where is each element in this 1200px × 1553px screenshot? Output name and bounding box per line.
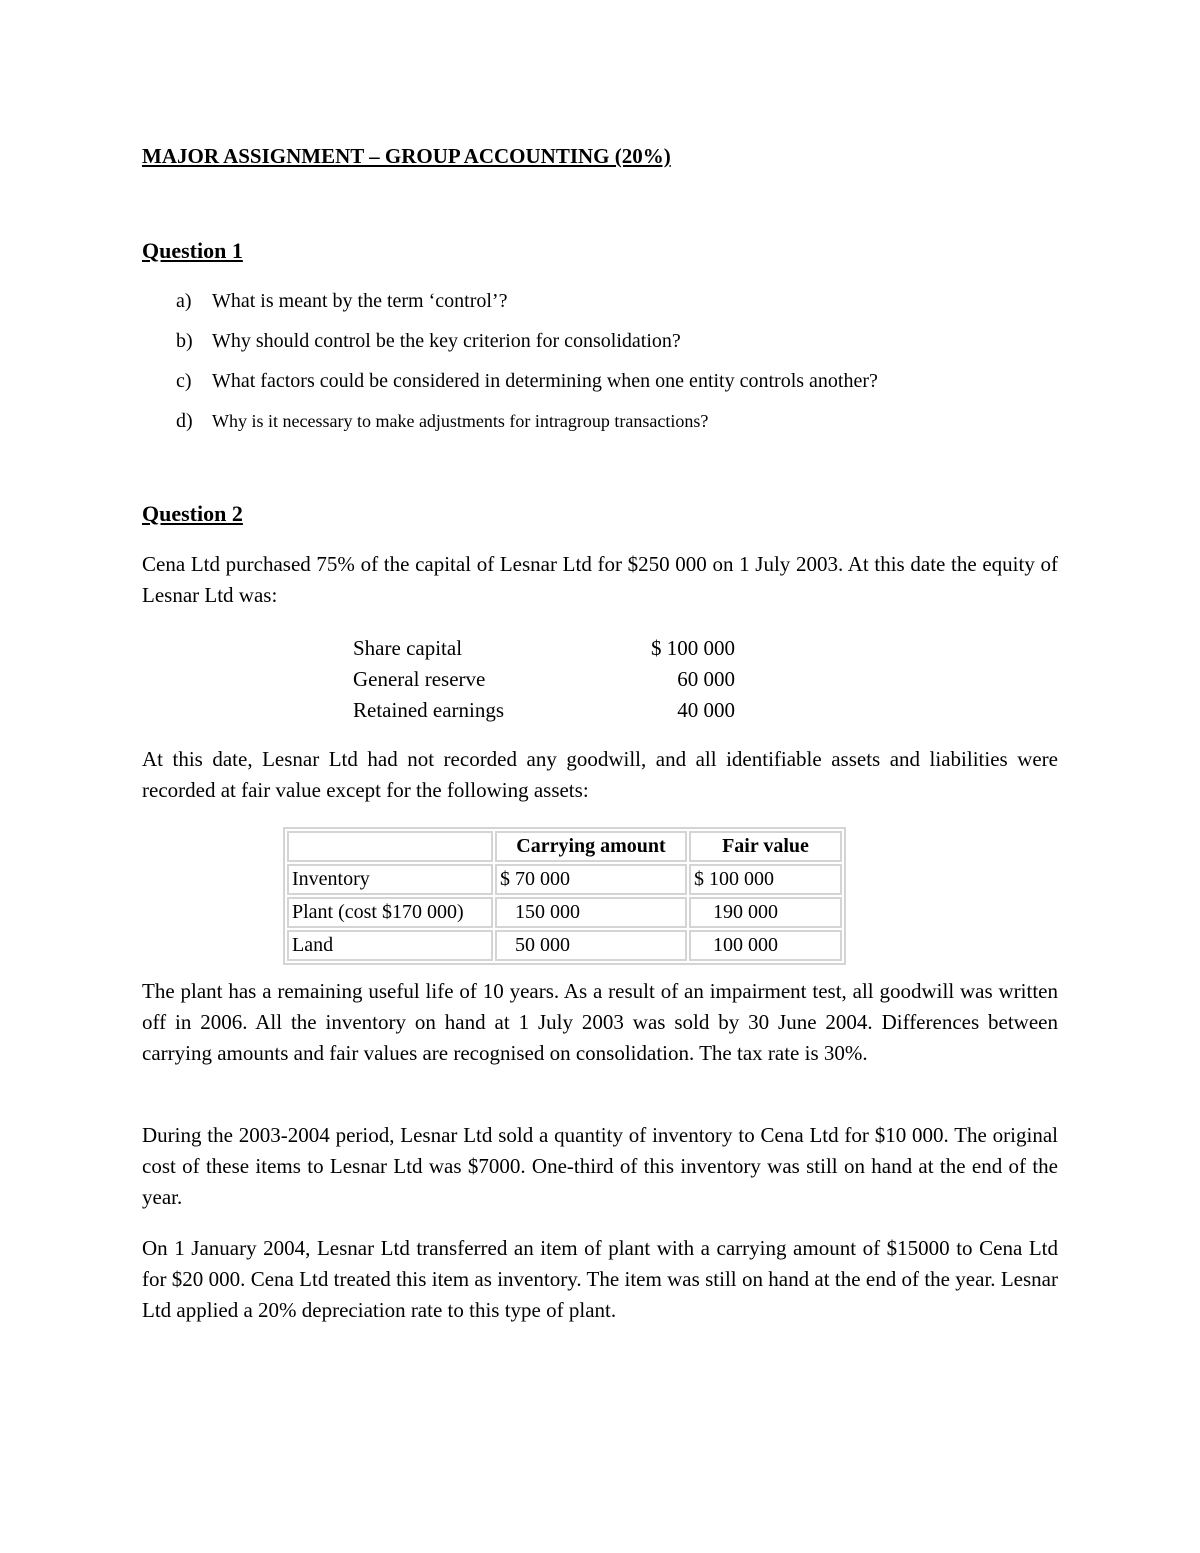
item-label: b): [176, 330, 193, 352]
item-label: a): [176, 290, 192, 312]
table-header-cell: Carrying amount: [495, 831, 687, 862]
question-1-list: [176, 289, 878, 449]
intragroup-inventory-paragraph: During the 2003-2004 period, Lesnar Ltd sold a quantity of inventory to Cena Ltd for $10 000. The original cost of these items to Lesnar Ltd was $7000. One-third of this inventory was still on hand at the end of the year.: [142, 1123, 1058, 1209]
document-title: MAJOR ASSIGNMENT – GROUP ACCOUNTING (20%): [142, 144, 671, 168]
equity-row: [353, 633, 735, 664]
table-header-cell: [287, 831, 493, 862]
item-text: Why should control be the key criterion for consolidation?: [212, 330, 681, 352]
table-cell: Inventory: [287, 864, 493, 895]
equity-name: General reserve: [353, 667, 486, 691]
list-item: [176, 289, 878, 329]
list-item: [176, 329, 878, 369]
equity-name: Share capital: [353, 636, 463, 660]
equity-list: [353, 633, 735, 726]
table-cell: 50 000: [495, 930, 687, 961]
table-cell: 190 000: [689, 897, 842, 928]
table-cell: $ 70 000: [495, 864, 687, 895]
question-1-heading: Question 1: [142, 238, 243, 263]
table-cell: 150 000: [495, 897, 687, 928]
table-cell: 100 000: [689, 930, 842, 961]
item-text: What factors could be considered in determining when one entity controls another?: [212, 370, 878, 392]
table-cell: Plant (cost $170 000): [287, 897, 493, 928]
table-header-cell: Fair value: [689, 831, 842, 862]
question-2-intro: Cena Ltd purchased 75% of the capital of Lesnar Ltd for $250 000 on 1 July 2003. At this date the equity of Lesnar Ltd was:: [142, 552, 1058, 607]
equity-name: Retained earnings: [353, 698, 505, 722]
table-cell: Land: [287, 930, 493, 961]
table-cell: $ 100 000: [689, 864, 842, 895]
fair-value-intro: At this date, Lesnar Ltd had not recorded any goodwill, and all identifiable assets and liabilities were recorded at fair value except for the following assets:: [142, 747, 1058, 802]
equity-amount: 40 000: [677, 698, 735, 722]
item-label: c): [176, 370, 192, 392]
plant-paragraph: The plant has a remaining useful life of 10 years. As a result of an impairment test, all goodwill was written off in 2006. All the inventory on hand at 1 July 2003 was sold by 30 June 2004. Differences between carrying amounts and fair values are recognised on consolidation. The tax rate is 30%.: [142, 979, 1058, 1065]
fair-value-table: [283, 827, 846, 965]
table-row: [287, 897, 842, 928]
item-text: Why is it necessary to make adjustments for intragroup transactions?: [212, 411, 709, 431]
equity-row: [353, 664, 735, 695]
question-2-heading: Question 2: [142, 501, 243, 526]
item-label: d): [176, 410, 193, 432]
table-row: [287, 864, 842, 895]
equity-row: [353, 695, 735, 726]
equity-amount: $ 100 000: [651, 636, 735, 660]
item-text: What is meant by the term ‘control’?: [212, 290, 508, 312]
equity-amount: 60 000: [677, 667, 735, 691]
table-header-row: [287, 831, 842, 862]
list-item: [176, 369, 878, 409]
plant-transfer-paragraph: On 1 January 2004, Lesnar Ltd transferred an item of plant with a carrying amount of $15000 to Cena Ltd for $20 000. Cena Ltd treated this item as inventory. The item was still on hand at the end of the year. Lesnar Ltd applied a 20% depreciation rate to this type of plant.: [142, 1236, 1058, 1322]
list-item: [176, 409, 878, 449]
table-row: [287, 930, 842, 961]
